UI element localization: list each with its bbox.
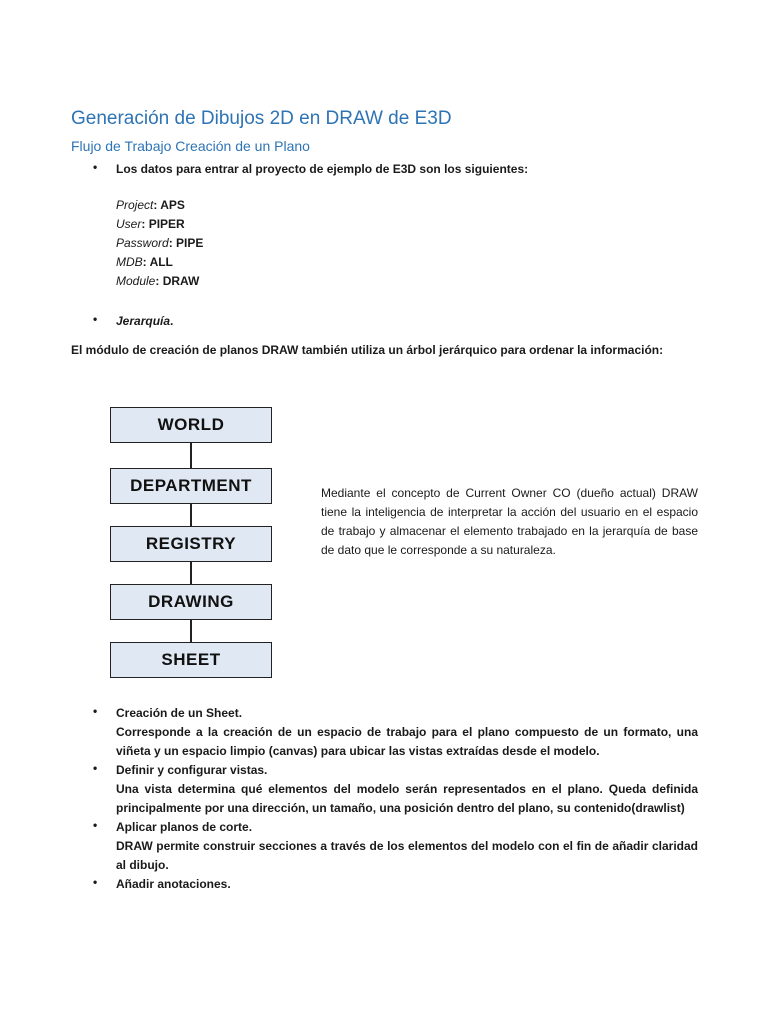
bullet-icon: • bbox=[93, 875, 98, 889]
step-title: Creación de un Sheet. bbox=[116, 706, 243, 720]
field-user: User: PIPER bbox=[116, 217, 185, 231]
hierarchy-connector bbox=[190, 620, 192, 642]
field-module: Module: DRAW bbox=[116, 274, 200, 288]
hierarchy-box-world: WORLD bbox=[110, 407, 272, 443]
field-password: Password: PIPE bbox=[116, 236, 204, 250]
bullet-icon: • bbox=[93, 818, 98, 832]
step-define-views bbox=[116, 761, 698, 818]
step-title: Aplicar planos de corte. bbox=[116, 820, 253, 834]
hierarchy-box-drawing: DRAWING bbox=[110, 584, 272, 620]
hierarchy-connector bbox=[190, 562, 192, 584]
hierarchy-box-registry: REGISTRY bbox=[110, 526, 272, 562]
step-body: DRAW permite construir secciones a través de los elementos del modelo con el fin de añadir claridad al dibujo. bbox=[116, 839, 698, 872]
bullet-icon: • bbox=[93, 312, 98, 326]
hierarchy-connector bbox=[190, 504, 192, 526]
current-owner-paragraph: Mediante el concepto de Current Owner CO (dueño actual) DRAW tiene la inteligencia de interpretar la acción del usuario en el espacio de trabajo y almacenar el elemento trabajado en la jerarquía de base de dato que le corresponde a su naturaleza. bbox=[321, 486, 698, 557]
intro-bullet-text: Los datos para entrar al proyecto de ejemplo de E3D son los siguientes: bbox=[116, 162, 529, 176]
step-body: Corresponde a la creación de un espacio de trabajo para el plano compuesto de un formato, una viñeta y un espacio limpio (canvas) para ubicar las vistas extraídas desde el modelo. bbox=[116, 725, 698, 758]
page-title: Generación de Dibujos 2D en DRAW de E3D bbox=[71, 108, 452, 129]
step-cut-planes bbox=[116, 818, 698, 875]
step-title: Añadir anotaciones. bbox=[116, 877, 231, 891]
step-create-sheet bbox=[116, 704, 698, 761]
hierarchy-intro: El módulo de creación de planos DRAW también utiliza un árbol jerárquico para ordenar la información: bbox=[71, 343, 664, 357]
hierarchy-connector bbox=[190, 443, 192, 468]
hierarchy-box-department: DEPARTMENT bbox=[110, 468, 272, 504]
field-mdb: MDB: ALL bbox=[116, 255, 173, 269]
hierarchy-box-sheet: SHEET bbox=[110, 642, 272, 678]
step-title: Definir y configurar vistas. bbox=[116, 763, 268, 777]
field-project: Project: APS bbox=[116, 198, 185, 212]
credentials-list bbox=[116, 196, 203, 291]
step-annotations bbox=[116, 875, 698, 894]
hierarchy-bullet: Jerarquía. bbox=[116, 314, 174, 328]
bullet-icon: • bbox=[93, 761, 98, 775]
bullet-icon: • bbox=[93, 704, 98, 718]
step-body: Una vista determina qué elementos del modelo serán representados en el plano. Queda definida principalmente por una dirección, un tamaño, una posición dentro del plano, su contenido(drawlist) bbox=[116, 782, 698, 815]
bullet-icon: • bbox=[93, 160, 98, 174]
section-subtitle: Flujo de Trabajo Creación de un Plano bbox=[71, 138, 310, 154]
